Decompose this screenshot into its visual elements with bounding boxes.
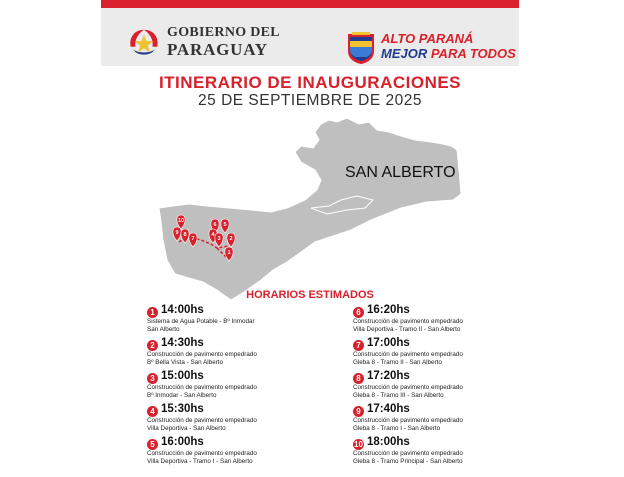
schedule-description xyxy=(147,384,257,400)
schedule-desc-line1: Construcción de pavimento empedrado xyxy=(353,351,463,358)
map-pin-label: 5 xyxy=(223,222,227,228)
map-pin-label: 4 xyxy=(211,232,215,238)
schedule-description xyxy=(147,450,257,466)
schedule-desc-line1: Construcción de pavimento empedrado xyxy=(147,450,257,457)
schedule-time: 14:30hs xyxy=(161,337,204,349)
map-pin-label: 9 xyxy=(175,230,179,236)
event-date: 25 DE SEPTIEMBRE DE 2025 xyxy=(198,92,422,109)
schedule-description xyxy=(147,417,257,433)
schedule-time: 17:20hs xyxy=(367,370,410,382)
schedule-number-badge: 2 xyxy=(147,340,158,351)
schedule-desc-line2: Gleba 8 - Tramo I - San Alberto xyxy=(353,425,441,432)
schedule-desc-line2: Gleba 8 - Tramo Principal - San Alberto xyxy=(353,458,463,465)
schedule-desc-line1: Sistema de Agua Potable - Bº Inmodar xyxy=(147,318,255,325)
schedule-number-badge: 5 xyxy=(147,439,158,450)
schedule-number-badge: 9 xyxy=(353,406,364,417)
schedule-number-badge: 6 xyxy=(353,307,364,318)
district-shape xyxy=(159,118,461,300)
map-pin-label: 8 xyxy=(183,232,187,238)
map-pin-label: 7 xyxy=(191,236,195,242)
schedule-desc-line1: Construcción de pavimento empedrado xyxy=(147,351,257,358)
top-red-strip xyxy=(101,0,519,8)
map-pin-label: 3 xyxy=(217,236,221,242)
page-title: ITINERARIO DE INAUGURACIONES xyxy=(158,73,462,92)
gobierno-wordmark xyxy=(167,25,280,59)
schedule-desc-line1: Construcción de pavimento empedrado xyxy=(353,318,463,325)
schedule-time: 14:00hs xyxy=(161,304,204,316)
map-pin-label: 6 xyxy=(213,222,217,228)
gov-line2: PARAGUAY xyxy=(167,40,268,59)
map-pin-label: 1 xyxy=(227,250,231,256)
schedule-desc-line2: Villa Deportiva - San Alberto xyxy=(147,425,226,432)
ap-line1: ALTO PARANÁ xyxy=(381,31,474,46)
schedule-time: 18:00hs xyxy=(367,436,410,448)
alto-parana-wordmark xyxy=(381,31,516,61)
schedule-number-badge: 1 xyxy=(147,307,158,318)
map-pin-label: 2 xyxy=(229,236,233,242)
ap-mejor-text: MEJOR xyxy=(381,46,431,61)
schedule-desc-line1: Construcción de pavimento empedrado xyxy=(147,384,257,391)
ap-line2 xyxy=(381,46,516,61)
schedule-time: 17:40hs xyxy=(367,403,410,415)
schedule-desc-line2: Bº Bella Vista - San Alberto xyxy=(147,359,224,366)
schedule-desc-line1: Construcción de pavimento empedrado xyxy=(147,417,257,424)
schedule-number-badge: 8 xyxy=(353,373,364,384)
schedule-time: 16:20hs xyxy=(367,304,410,316)
ap-para-todos-text: PARA TODOS xyxy=(430,46,516,61)
schedule-description xyxy=(353,384,463,400)
paraguay-star-emblem-icon xyxy=(125,24,163,62)
schedule-desc-line2: Gleba 8 - Tramo II - San Alberto xyxy=(353,359,442,366)
schedule-description xyxy=(353,318,463,334)
schedule-desc-line1: Construcción de pavimento empedrado xyxy=(353,417,463,424)
map-label: SAN ALBERTO xyxy=(345,164,456,181)
schedule-desc-line2: Villa Deportiva - Tramo II - San Alberto xyxy=(353,326,461,333)
schedule-desc-line2: Bº Inmodar - San Alberto xyxy=(147,392,217,399)
schedule-time: 15:00hs xyxy=(161,370,204,382)
schedule-description xyxy=(353,351,463,367)
schedule-desc-line2: Gleba 8 - Tramo III - San Alberto xyxy=(353,392,444,399)
schedule-time: 15:30hs xyxy=(161,403,204,415)
alto-parana-shield-icon xyxy=(347,31,375,65)
map-pin-label: 10 xyxy=(177,218,185,224)
poster xyxy=(101,0,519,477)
schedule-description xyxy=(353,417,463,433)
schedule-desc-line2: San Alberto xyxy=(147,326,180,333)
schedule-heading: HORARIOS ESTIMADOS xyxy=(246,289,374,301)
schedule-description xyxy=(147,351,257,367)
schedule-number-badge: 3 xyxy=(147,373,158,384)
header-bar xyxy=(101,8,519,66)
schedule-desc-line1: Construcción de pavimento empedrado xyxy=(353,384,463,391)
schedule-number-badge: 10 xyxy=(354,440,363,449)
schedule-time: 16:00hs xyxy=(161,436,204,448)
gov-line1: GOBIERNO DEL xyxy=(167,25,280,40)
schedule-desc-line2: Villa Deportiva - Tramo I - San Alberto xyxy=(147,458,253,465)
schedule-description xyxy=(353,450,463,466)
schedule-description xyxy=(147,318,255,334)
schedule-number-badge: 4 xyxy=(147,406,158,417)
san-alberto-map xyxy=(101,110,519,300)
schedule-time: 17:00hs xyxy=(367,337,410,349)
schedule-desc-line1: Construcción de pavimento empedrado xyxy=(353,450,463,457)
schedule-number-badge: 7 xyxy=(353,340,364,351)
